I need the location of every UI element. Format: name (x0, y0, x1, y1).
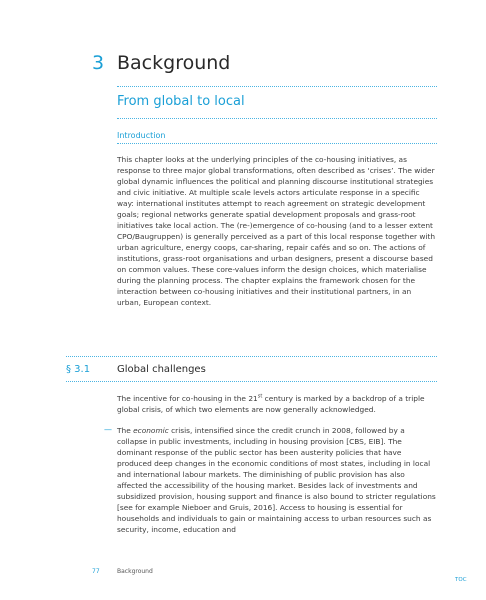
chapter-title: Background (117, 52, 231, 74)
toc-link[interactable]: TOC (455, 577, 467, 583)
divider (66, 356, 437, 357)
section-intro-paragraph (117, 393, 437, 415)
bullet-emphasis: economic (133, 426, 169, 435)
chapter-number: 3 (92, 52, 105, 74)
bullet-dash: — (104, 425, 112, 434)
section-number: § 3.1 (66, 364, 91, 375)
footer-label: Background (117, 568, 153, 575)
introduction-text: This chapter looks at the underlying principles of the co-housing initiatives, as response to three major global transformations, often described as ‘crises’. The wider global dynamic influences the political and planning discourse institutional strategies and civic initiative. At multiple scale levels actors articulate response in a specific way: international institutes attempt to reach agreement on strategic development goals; regional networks generate spatial development proposals and grass-root initiatives take local action. The (re-)emergence of co-housing (and to a lesser extent CPO/Baugruppen) is generally perceived as a part of this local response together with urban agriculture, energy coops, car-sharing, repair cafés and so on. The actions of institutions, grass-root organisations and urban designers, present a discourse based on common values. These core-values inform the design choices, which materialise during the planning process. The chapter explains the framework chosen for the interaction between co-housing initiatives and their institutional partners, in an urban, European context. (117, 155, 436, 307)
bullet-text-start: The (117, 426, 134, 435)
section-title: Global challenges (117, 364, 206, 375)
section-intro-text-cont: century is marked by a backdrop of a triple global crisis, of which two elements are now generally acknowledged. (117, 394, 425, 414)
page-number: 77 (92, 568, 100, 575)
section-intro-text: The incentive for co-housing in the 21 (117, 394, 258, 403)
bullet-text-rest: crisis, intensified since the credit crunch in 2008, followed by a collapse in public investments, including in housing provision [CBS, EIB]. The dominant response of the public sector has been austerity policies that have produced deep changes in the economic conditions of most states, including in local and international labour markets. The diminishing of public provision has also affected the accessibility of the housing market. Besides lack of investments and subsidized provision, housing support and finance is also bound to stricter regulations [see for example Nieboer and Gruis, 2016]. Access to housing is essential for households and individuals to gain or maintaining access to urban resources such as security, income, education and (117, 426, 436, 534)
superscript: st (257, 393, 263, 400)
divider (117, 86, 437, 87)
divider (117, 143, 437, 144)
divider (117, 118, 437, 119)
divider (66, 381, 437, 382)
introduction-heading: Introduction (117, 131, 166, 140)
introduction-paragraph (117, 154, 437, 308)
chapter-subtitle: From global to local (117, 94, 245, 109)
economic-crisis-paragraph (117, 425, 437, 535)
